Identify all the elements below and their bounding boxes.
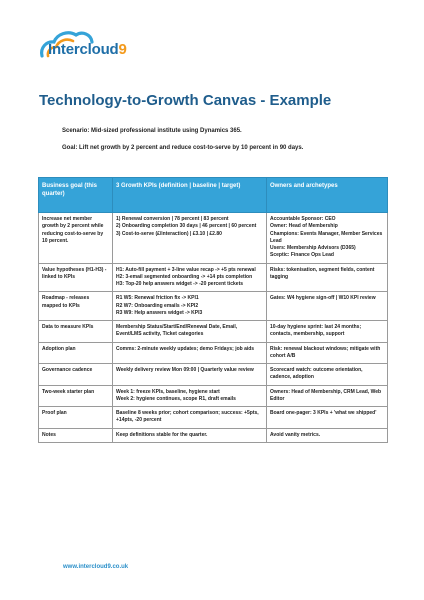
table-row xyxy=(39,321,388,343)
goal-text: Goal: Lift net growth by 2 percent and reduce cost-to-serve by 10 percent in 90 days. xyxy=(62,145,304,151)
table-cell-c2 xyxy=(113,385,267,407)
cell-line: H1: Auto-fill payment + 3-line value recap -> +5 pts renewal xyxy=(116,266,256,273)
table-cell-c1 xyxy=(39,385,113,407)
intercloud9-logo xyxy=(38,26,148,68)
table-cell-c2 xyxy=(113,428,267,442)
table-cell-c3 xyxy=(267,385,388,407)
table-cell-c2 xyxy=(113,407,267,429)
table-cell-c3 xyxy=(267,407,388,429)
cell-line: Adoption plan xyxy=(42,345,76,352)
table-cell-c1 xyxy=(39,364,113,386)
cell-line: Notes xyxy=(42,431,56,438)
header-business-goal: Business goal (this quarter) xyxy=(39,178,113,213)
cell-line: Accountable Sponsor: CEO xyxy=(270,216,336,222)
cell-line: Owners: Head of Membership, CRM Lead, Web Editor xyxy=(270,388,382,402)
table-cell-c2 xyxy=(113,321,267,343)
cell-line: Roadmap - releases mapped to KPIs xyxy=(42,295,90,309)
cell-line: Champions: Events Manager, Member Services Lead xyxy=(270,230,383,244)
cell-line: Gates: W4 hygiene sign-off | W10 KPI review xyxy=(270,295,376,302)
cell-line: 3) Cost-to-serve (£/interaction) | £3.10 | £2.80 xyxy=(116,230,222,237)
table-cell-c2 xyxy=(113,342,267,364)
table-cell-c3 xyxy=(267,263,388,292)
table-cell-c3 xyxy=(267,213,388,264)
table-cell-c1 xyxy=(39,213,113,264)
table-cell-c3 xyxy=(267,292,388,321)
cell-line: Increase net member growth by 2 percent while reducing cost-to-serve by 10 percent. xyxy=(42,216,104,244)
cell-line: Sceptic: Finance Ops Lead xyxy=(270,252,334,259)
cell-line: H3: Top-20 help answers widget -> -20 percent tickets xyxy=(116,281,244,287)
cell-line: Scorecard watch: outcome orientation, cadence, adoption xyxy=(270,367,363,381)
canvas-table-body xyxy=(39,213,388,443)
table-row xyxy=(39,428,388,442)
table-cell-c1 xyxy=(39,263,113,292)
table-row xyxy=(39,364,388,386)
cell-line: 1) Renewal conversion | 78 percent | 83 percent xyxy=(116,216,229,222)
table-row xyxy=(39,263,388,292)
table-cell-c1 xyxy=(39,428,113,442)
table-cell-c1 xyxy=(39,407,113,429)
cell-line: Week 1: freeze KPIs, baseline, hygiene start xyxy=(116,388,220,395)
logo-text-accent: 9 xyxy=(118,41,127,58)
table-cell-c3 xyxy=(267,428,388,442)
cell-line: Proof plan xyxy=(42,410,67,416)
table-row xyxy=(39,342,388,364)
cell-line: R3 W9: Help answers widget -> KPI3 xyxy=(116,309,203,316)
table-cell-c1 xyxy=(39,292,113,321)
cell-line: Board one-pager: 3 KPIs + 'what we shipped' xyxy=(270,410,377,416)
table-row xyxy=(39,213,388,264)
cell-line: 2) Onboarding completion 30 days | 46 percent | 60 percent xyxy=(116,223,257,230)
table-row xyxy=(39,292,388,321)
cell-line: Weekly delivery review Mon 09:00 | Quarterly value review xyxy=(116,367,254,373)
header-owners: Owners and archetypes xyxy=(267,178,388,213)
cell-line: R1 W5: Renewal friction fix -> KPI1 xyxy=(116,295,199,302)
table-cell-c2 xyxy=(113,213,267,264)
canvas-table xyxy=(38,177,388,443)
page-title: Technology-to-Growth Canvas - Example xyxy=(39,92,332,109)
table-cell-c3 xyxy=(267,321,388,343)
cell-line: 10-day hygiene sprint: last 24 months; contacts, membership, support xyxy=(270,324,362,338)
cell-line: Comms: 2-minute weekly updates; demo Fridays; job aids xyxy=(116,345,255,352)
table-cell-c2 xyxy=(113,292,267,321)
cell-line: Week 2: hygiene continues, scope R1, draft emails xyxy=(116,395,236,402)
logo-text-main: Intercloud xyxy=(48,41,119,58)
cell-line: Baseline 8 weeks prior; cohort comparison; success: +5pts, +14pts, -20 percent xyxy=(116,410,259,424)
table-row xyxy=(39,407,388,429)
cell-line: Avoid vanity metrics. xyxy=(270,431,321,438)
table-cell-c2 xyxy=(113,364,267,386)
cell-line: Data to measure KPIs xyxy=(42,324,94,330)
cell-line: Owner: Head of Membership xyxy=(270,223,338,230)
footer-url[interactable]: www.intercloud9.co.uk xyxy=(63,564,129,570)
cell-line: Users: Membership Advisors (D365) xyxy=(270,245,356,251)
cell-line: H2: 3-email segmented onboarding -> +14 pts completion xyxy=(116,273,253,280)
cell-line: Value hypotheses (H1-H3) - linked to KPIs xyxy=(42,266,107,280)
cell-line: Membership Status/Start/End/Renewal Date, Email, Event/LMS activity, Ticket categories xyxy=(116,324,238,338)
cell-line: Keep definitions stable for the quarter. xyxy=(116,431,208,438)
cell-line: R2 W7: Onboarding emails -> KPI2 xyxy=(116,302,199,309)
table-cell-c2 xyxy=(113,263,267,292)
cell-line: Governance cadence xyxy=(42,367,93,373)
table-cell-c3 xyxy=(267,342,388,364)
scenario-text: Scenario: Mid-sized professional institute using Dynamics 365. xyxy=(62,128,242,134)
table-cell-c1 xyxy=(39,321,113,343)
table-row xyxy=(39,385,388,407)
table-cell-c1 xyxy=(39,342,113,364)
cell-line: Two-week starter plan xyxy=(42,388,95,395)
header-growth-kpis: 3 Growth KPIs (definition | baseline | target) xyxy=(113,178,267,213)
logo-wordmark xyxy=(48,41,127,58)
table-cell-c3 xyxy=(267,364,388,386)
cell-line: Risk: renewal blackout windows; mitigate with cohort A/B xyxy=(270,345,381,359)
cell-line: Risks: tokenisation, segment fields, content tagging xyxy=(270,266,375,280)
canvas-table-header xyxy=(39,178,388,213)
